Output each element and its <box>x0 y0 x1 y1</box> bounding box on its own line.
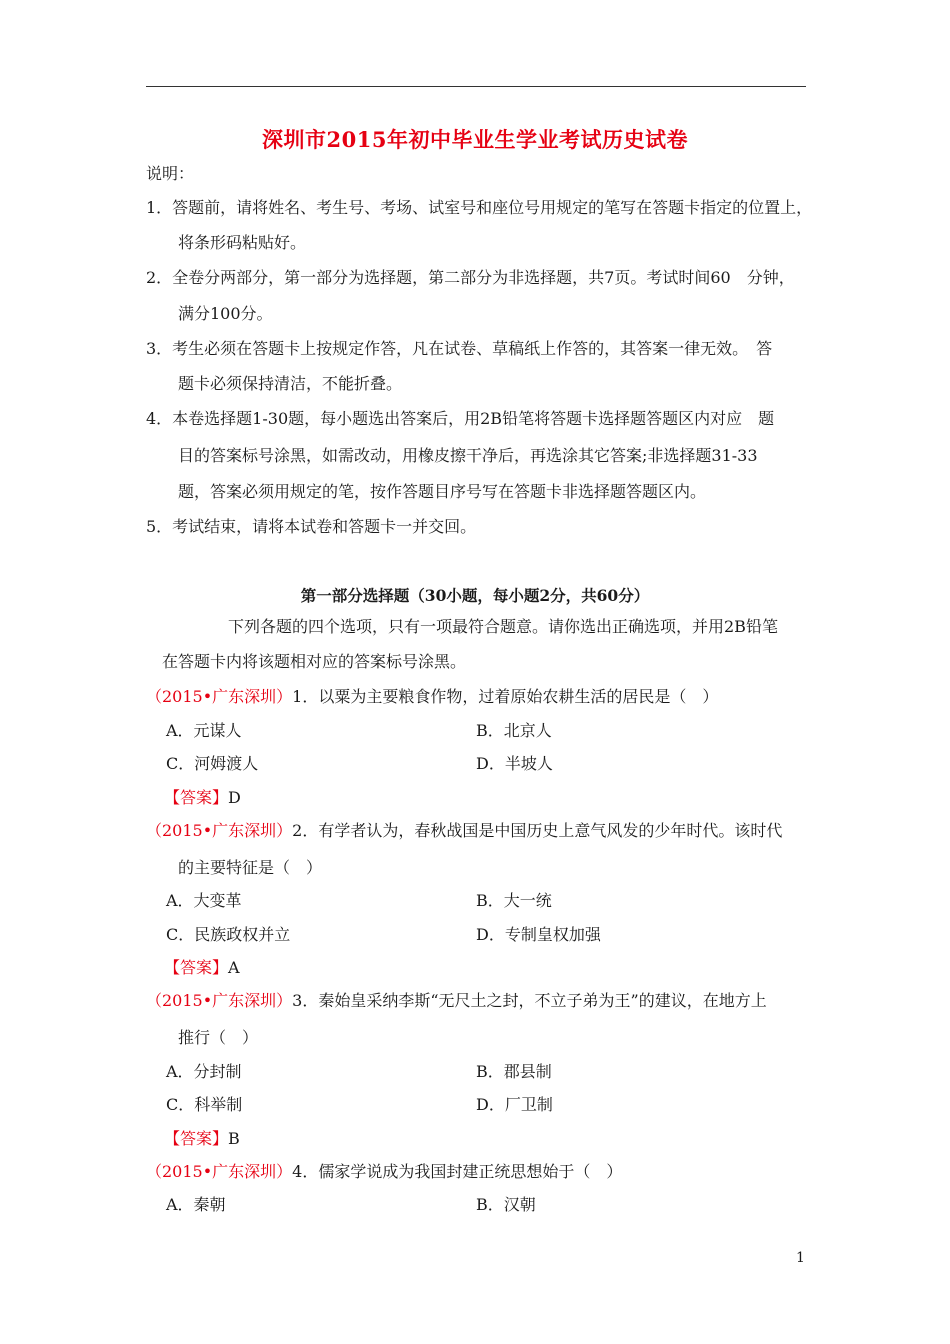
question-2-option-d: D．专制皇权加强 <box>476 925 601 944</box>
question-3-stem-line-2: 推行（ ） <box>178 1028 259 1047</box>
question-text: 3．秦始皇采纳李斯“无尺土之封，不立子弟为王”的建议，在地方上 <box>292 991 767 1010</box>
question-4-option-b: B．汉朝 <box>476 1195 536 1214</box>
question-3-answer <box>164 1129 240 1149</box>
question-1-option-b: B．北京人 <box>476 721 552 740</box>
question-3-option-a: A．分封制 <box>166 1062 242 1081</box>
question-4-stem <box>146 1162 622 1182</box>
question-1-answer <box>164 788 241 808</box>
question-2-option-c: C．民族政权并立 <box>166 925 291 944</box>
answer-tag: 【答案】 <box>164 788 229 807</box>
instruction-3-line-2: 题卡必须保持清洁，不能折叠。 <box>178 374 403 393</box>
answer-value: B <box>228 1129 240 1148</box>
question-2-answer <box>164 958 240 978</box>
part1-heading: 第一部分选择题（30小题，每小题2分，共60分） <box>300 586 650 605</box>
question-1-option-a: A．元谋人 <box>166 721 242 740</box>
instruction-5-line-1: 5．考试结束，请将本试卷和答题卡一并交回。 <box>146 517 477 536</box>
question-2-option-b: B．大一统 <box>476 891 552 910</box>
instruction-1-line-2: 将条形码粘贴好。 <box>178 233 307 252</box>
instruction-4-line-1: 4．本卷选择题1-30题，每小题选出答案后，用2B铅笔将答题卡选择题答题区内对应 题 <box>146 409 775 428</box>
question-text: 4．儒家学说成为我国封建正统思想始于（ ） <box>292 1162 623 1181</box>
question-text: 2．有学者认为，春秋战国是中国历史上意气风发的少年时代。该时代 <box>292 821 783 840</box>
question-text: 1．以粟为主要粮食作物，过着原始农耕生活的居民是（ ） <box>292 687 719 706</box>
question-2-option-a: A．大变革 <box>166 891 242 910</box>
instruction-1-line-1: 1．答题前，请将姓名、考生号、考场、试室号和座位号用规定的笔写在答题卡指定的位置上， <box>146 198 813 217</box>
instruction-3-line-1: 3．考生必须在答题卡上按规定作答，凡在试卷、草稿纸上作答的，其答案一律无效。 答 <box>146 339 773 358</box>
question-source: （2015•广东深圳） <box>146 821 293 840</box>
answer-value: D <box>228 788 241 807</box>
instruction-2-line-1: 2．全卷分两部分，第一部分为选择题，第二部分为非选择题，共7页。考试时间60 分钟， <box>146 268 795 287</box>
part1-intro-line-1: 下列各题的四个选项，只有一项最符合题意。请你选出正确选项，并用2B铅笔 <box>228 617 778 636</box>
instruction-4-line-2: 目的答案标号涂黑，如需改动，用橡皮擦干净后，再选涂其它答案;非选择题31-33 <box>178 446 758 465</box>
instruction-2-line-2: 满分100分。 <box>178 304 273 323</box>
question-1-stem <box>146 687 718 707</box>
instructions-heading: 说明： <box>146 164 195 183</box>
exam-title: 深圳市2015年初中毕业生学业考试历史试卷 <box>262 127 688 152</box>
question-3-option-c: C．科举制 <box>166 1095 243 1114</box>
question-3-option-d: D．厂卫制 <box>476 1095 553 1114</box>
question-source: （2015•广东深圳） <box>146 991 293 1010</box>
instruction-4-line-3: 题，答案必须用规定的笔，按作答题目序号写在答题卡非选择题答题区内。 <box>178 482 707 501</box>
answer-tag: 【答案】 <box>164 1129 229 1148</box>
answer-tag: 【答案】 <box>164 958 229 977</box>
header-rule <box>146 86 806 87</box>
question-source: （2015•广东深圳） <box>146 1162 293 1181</box>
question-2-stem-line-2: 的主要特征是（ ） <box>178 858 323 877</box>
question-2-stem <box>146 821 782 841</box>
page-number: 1 <box>796 1250 805 1266</box>
part1-intro-line-2: 在答题卡内将该题相对应的答案标号涂黑。 <box>162 652 467 671</box>
answer-value: A <box>228 958 240 977</box>
question-1-option-c: C．河姆渡人 <box>166 754 259 773</box>
question-3-stem <box>146 991 767 1011</box>
question-3-option-b: B．郡县制 <box>476 1062 552 1081</box>
question-4-option-a: A．秦朝 <box>166 1195 226 1214</box>
question-1-option-d: D．半坡人 <box>476 754 553 773</box>
question-source: （2015•广东深圳） <box>146 687 293 706</box>
